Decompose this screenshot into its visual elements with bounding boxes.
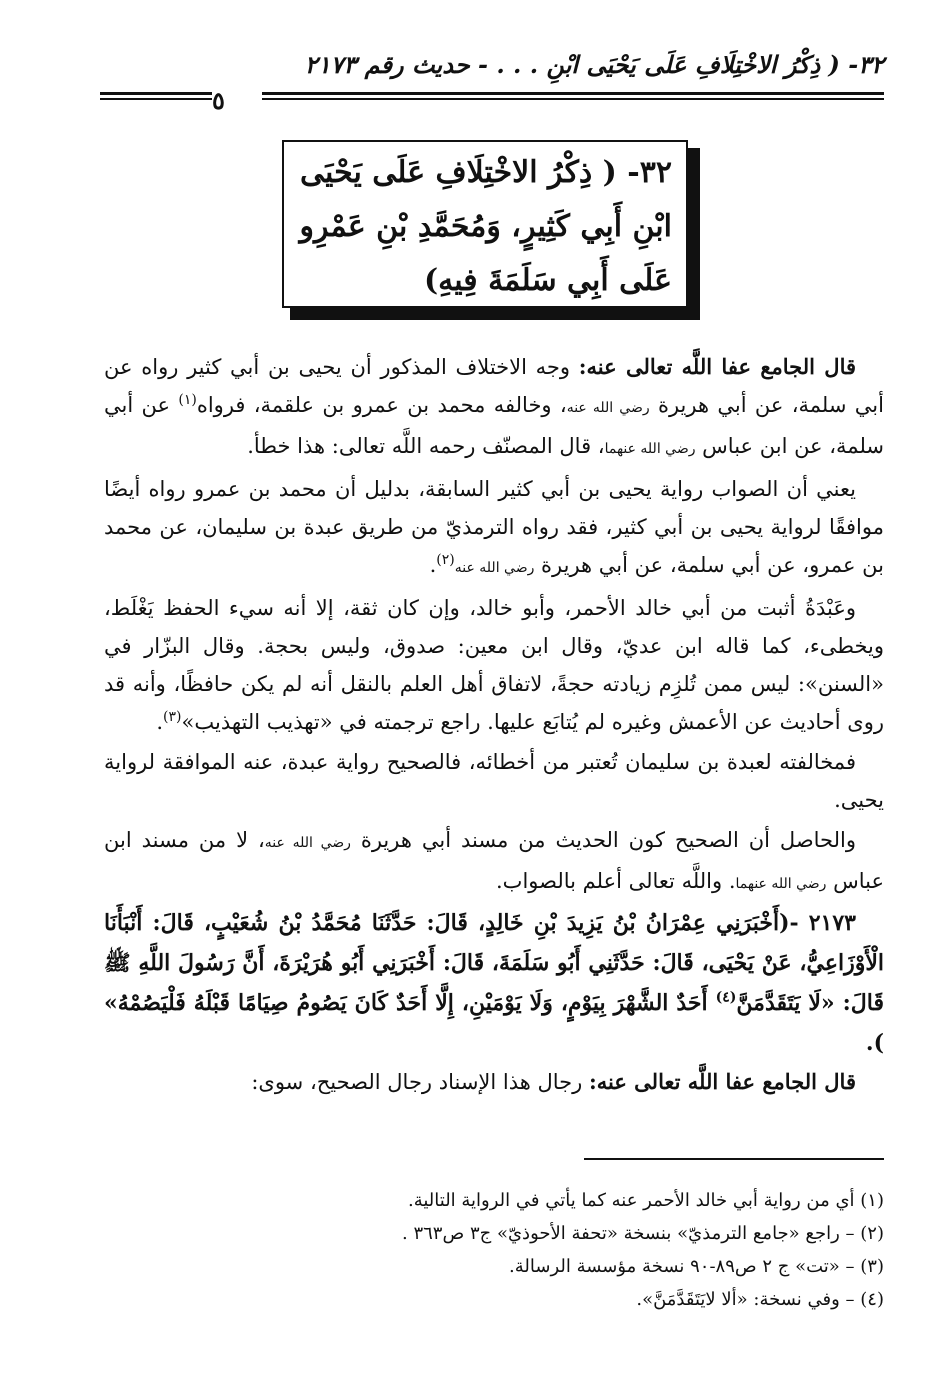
- text-run: ، قال المصنّف رحمه اللَّه تعالى: هذا خطأ.: [247, 434, 605, 458]
- header-rule: [100, 98, 212, 100]
- text-run: .: [156, 710, 164, 734]
- text-run: ٢١٧٣ -(أَخْبَرَنِي عِمْرَانُ بْنُ يَزِيدَ بْنِ خَالِدٍ، قَالَ: حَدَّثَنَا مُحَمَّدُ بْنُ شُعَيْبٍ، قَالَ: أَنْبَأَنَا الْأَوْزَاعِيُّ، عَنْ يَحْيَى، قَالَ: حَدَّثَنِي أَبُو سَلَمَةَ، قَالَ: أَخْبَرَنِي أَبُو هُرَيْرَةَ، أَنَّ رَسُولَ اللَّهِ: [104, 910, 884, 976]
- text-run: . واللَّه تعالى أعلم بالصواب.: [496, 869, 736, 893]
- text-run: وجه الاختلاف المذكور أن يحيى بن أبي كثير رواه عن أبي سلمة، عن أبي هريرة: [104, 355, 884, 417]
- text-run: ، لا من مسند ابن عباس: [104, 828, 884, 893]
- paragraph: [104, 589, 884, 741]
- chapter-line: ٣٢- ( ذِكْرُ الاخْتِلَافِ عَلَى يَحْيَى: [300, 155, 672, 190]
- text-run: .: [429, 553, 437, 577]
- footnote-ref[interactable]: (١): [178, 392, 197, 408]
- text-run: ، وخالفه محمد بن عمرو بن علقمة، فرواه: [196, 393, 567, 417]
- footnote: (١) أي من رواية أبي خالد الأحمر عنه كما يأتي في الرواية التالية.: [407, 1190, 884, 1211]
- hadith-text: [104, 903, 884, 1063]
- paragraph: [104, 470, 884, 587]
- paragraph: [104, 1063, 884, 1101]
- paragraph: [104, 743, 884, 819]
- text-run: وعَبْدَةُ أثبت من أبي خالد الأحمر، وأبو خالد، وإن كان ثقة، إلا أنه سيء الحفظ يَغْلَط، ويخطىء، كما قاله ابن عديّ، وقال ابن معين: صدوق، وليس بحجة. وقال البزّار في «السنن»: ليس ممن تُلزِم زيادته حجةً، لاتفاق أهل العلم بالنقل أنه لم يكن حافظًا، وأنه قد روى أحاديث عن الأعمش وغيره لم يُتابَع عليها. راجع ترجمته في «تهذيب التهذيب»: [104, 596, 884, 734]
- paragraph: [104, 348, 884, 468]
- text-run: والحاصل أن الصحيح كون الحديث من مسند أبي هريرة: [350, 828, 856, 852]
- page-number: ٥: [212, 86, 225, 115]
- honorific-glyph: رضي الله عنه: [264, 835, 351, 851]
- honorific-glyph: رضي الله عنهما: [604, 441, 696, 457]
- footnote: (٣) – «تت» ج ٢ ص٨٩-٩٠ نسخة مؤسسة الرسالة.: [509, 1256, 884, 1277]
- header-rule: [100, 92, 212, 95]
- running-head-title: ٣٢- ( ذِكْرُ الاخْتِلَافِ عَلَى يَحْيَى ابْنِ . . . - حديث رقم ٢١٧٣: [304, 50, 884, 79]
- text-run: يعني أن الصواب رواية يحيى بن أبي كثير السابقة، بدليل أن محمد بن عمرو رواه أيضًا موافقًا لرواية يحيى بن أبي كثير، فقد رواه الترمذيّ من طريق عبدة بن سليمان، عن محمد بن عمرو، عن أبي سلمة، عن أبي هريرة: [104, 477, 884, 577]
- author-lead: قال الجامع عفا اللَّه تعالى عنه:: [578, 354, 857, 379]
- footnote-separator: [584, 1158, 884, 1160]
- text-run: قَالَ: «لَا يَتَقَدَّمَنَّ: [736, 990, 884, 1016]
- honorific-glyph: رضي الله عنه: [566, 400, 650, 416]
- paragraph: [104, 821, 884, 903]
- chapter-box: [282, 140, 688, 308]
- footnotes: [104, 1184, 884, 1316]
- text-run: أَحَدٌ الشَّهْرَ بِيَوْمٍ، وَلَا يَوْمَيْنِ، إِلَّا أَحَدٌ كَانَ يَصُومُ صِيَامًا قَبْلَهُ فَلْيَصُمْهُ» ).: [104, 990, 884, 1056]
- text-run: رجال هذا الإسناد رجال الصحيح، سوى:: [251, 1070, 589, 1094]
- main-text: [104, 348, 884, 1101]
- chapter-heading: [282, 140, 698, 318]
- honorific-glyph: رضي الله عنه: [454, 560, 535, 576]
- footnote: (٤) – وفي نسخة: «ألا لايَتَقَدَّمَنَّ».: [636, 1289, 884, 1310]
- header-rule: [262, 92, 884, 95]
- chapter-line: عَلَى أَبِي سَلَمَةَ فِيهِ): [423, 263, 672, 298]
- honorific-glyph: رضي الله عنهما: [735, 876, 827, 892]
- text-run: فمخالفته لعبدة بن سليمان تُعتبر من أخطائه، فالصحيح رواية عبدة، عنه الموافقة لرواية يحيى.: [104, 750, 884, 812]
- footnote-ref[interactable]: (٤): [715, 989, 737, 1006]
- header-rule: [262, 98, 884, 100]
- footnote-ref[interactable]: (٢): [436, 552, 455, 568]
- salutation-glyph: ﷺ: [104, 950, 131, 976]
- author-lead: قال الجامع عفا اللَّه تعالى عنه:: [588, 1069, 856, 1094]
- text-run: عن أبي سلمة، عن ابن عباس: [104, 393, 884, 458]
- chapter-line: ابْنِ أَبِي كَثِيرٍ، وَمُحَمَّدِ بْنِ عَمْرِو: [299, 209, 672, 244]
- footnote: (٢) – راجع «جامع الترمذيّ» بنسخة «تحفة الأحوذيّ» ج٣ ص٣٦٣ .: [401, 1223, 884, 1244]
- running-head: [100, 46, 884, 115]
- footnote-ref[interactable]: (٣): [163, 709, 182, 725]
